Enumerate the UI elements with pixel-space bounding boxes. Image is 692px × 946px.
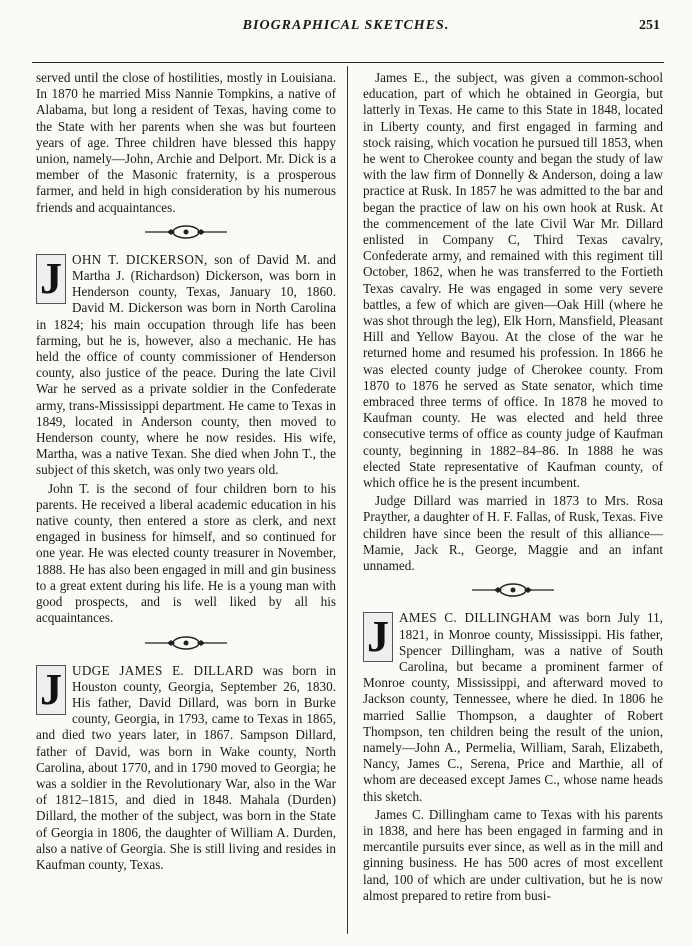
entry-dickerson [36,252,336,627]
paragraph: James E., the subject, was given a common-school education, part of which he obtained in Georgia, but latterly in Texas. He came to this State in 1848, located in Liberty county, and first engaged in farming and stock raising, which vocation he pursued till 1853, when he went to Cherokee county and began the study of law with the law firm of Donnelly & Anderson, doing a law practice at Rusk. In 1857 he was admitted to the bar and began the practice of law on his own hook at Rusk. At the commencement of the late Civil War Mr. Dillard enlisted in Company C, Third Texas cavalry, Confederate army, and remained with this regiment till October, 1862, when he was transferred to the Fortieth Texas cavalry. He was engaged in some very severe battles, a few of which are given—Oak Hill (where he was shot through the leg), Elk Horn, Mansfield, Pleasant Hill and Yellow Bayou. At the close of the war he returned home and resumed his profession. In 1866 he was elected county judge of Cherokee county. From 1870 to 1876 he served as State senator, which time embraced three terms of office. In 1878 he moved to Kaufman county. He was elected and held three consecutive terms of office as county judge of Kaufman county, beginning in 1882–84–86. In 1888 he was elected State representative of Kaufman county, of which office he is the present incumbent. [363,70,663,491]
entry-heading: UDGE JAMES E. DILLARD [72,662,254,678]
column-divider [347,66,348,934]
ornament-divider [363,580,663,606]
page-header [24,12,668,40]
entry-heading: AMES C. DILLINGHAM [399,610,552,626]
paragraph: was born in Houston county, Georgia, September 26, 1830. His father, David Dillard, was born in Burke county, Georgia, in 1793, came to Texas in 1865, and died two years later, in 1867. Sampson Dillard, father of David, was born in Wake county, North Carolina, about 1770, and in 1790 moved to Georgia; he was a soldier in the Revolutionary War, also in the War of 1812–1815, and died in 1848. Mahala (Durden) Dillard, the mother of the subject, was born in the State of Georgia in 1806, the daughter of William A. Durden, also a native of Georgia. She is still living and resides in Kaufman county, Texas. [36,662,336,872]
page-number: 251 [639,18,660,33]
drop-cap: J [36,665,66,715]
right-column [363,70,663,930]
entry-heading: OHN T. DICKERSON, [72,251,208,267]
paragraph: served until the close of hostilities, mostly in Louisiana. In 1870 he married Miss Nannie Tompkins, a native of Alabama, but long a resident of Texas, having come to the State with her parents when she was but fourteen years of age. Three children have blessed this happy union, namely—John, Archie and Delport. Mr. Dick is a member of the Masonic fraternity, is a prosperous farmer, and held in high consideration by his numerous friends and acquaintances. [36,70,336,215]
drop-cap: J [363,612,393,662]
ornament-divider [36,633,336,659]
running-title: BIOGRAPHICAL SKETCHES. [242,18,450,33]
left-column [36,70,336,930]
entry-dillingham [363,610,663,904]
paragraph: was born July 11, 1821, in Monroe county, Mississippi. His father, Spencer Dillingham, was a native of South Carolina, but became a prominent farmer of Monroe county, Mississippi, and afterward moved to Jackson county, Tennessee, where he died. In 1806 he married Sallie Thompson, a daughter of Robert Thompson, ten children being the result of the union, namely—John A., Permelia, William, Sarah, Elizabeth, Nancy, James C., Serena, Price and Marthie, all of whom are deceased except James C., whose name heads this sketch. [363,610,663,804]
paragraph: James C. Dillingham came to Texas with his parents in 1838, and here has been engaged in farming and in mercantile pursuits ever since, as well as in the mill and ginning business. He has 500 acres of most excellent land, 100 of which are under cultivation, but he is now almost prepared to retire from busi- [363,806,663,903]
paragraph: Judge Dillard was married in 1873 to Mrs. Rosa Prayther, a daughter of H. F. Fallas, of Rusk, Texas. Five children have since been the result of this alliance—Mamie, Jack R., George, Maggie and an infant unnamed. [363,493,663,574]
paragraph: son of David M. and Martha J. (Richardson) Dickerson, was born in Henderson county, Texas, January 10, 1860. David M. Dickerson was born in North Carolina in 1824; his main occupation through life has been farming, but he is, however, also a mechanic. He has held the office of county commissioner of Henderson county, also justice of the peace. During the late Civil War he served as a private soldier in the Confederate army, trans-Mississippi department. He came to Texas in 1849, located in Anderson county, then moved to Henderson county, where he now resides. His wife, Martha, was a native Texan. She died when John T., the subject of this sketch, was only two years old. [36,251,336,478]
ornament-divider [36,222,336,248]
paragraph: John T. is the second of four children born to his parents. He received a liberal academic education in his native county, then entered a store as clerk, and next engaged in business for himself, and so continued for one year. He was elected county treasurer in November, 1888. He has also been engaged in mill and gin business to a great extent during his life. He is a young man with good prospects, and is well liked by all his acquaintances. [36,480,336,626]
header-rule [32,62,664,63]
drop-cap: J [36,254,66,304]
entry-dillard [36,663,336,874]
